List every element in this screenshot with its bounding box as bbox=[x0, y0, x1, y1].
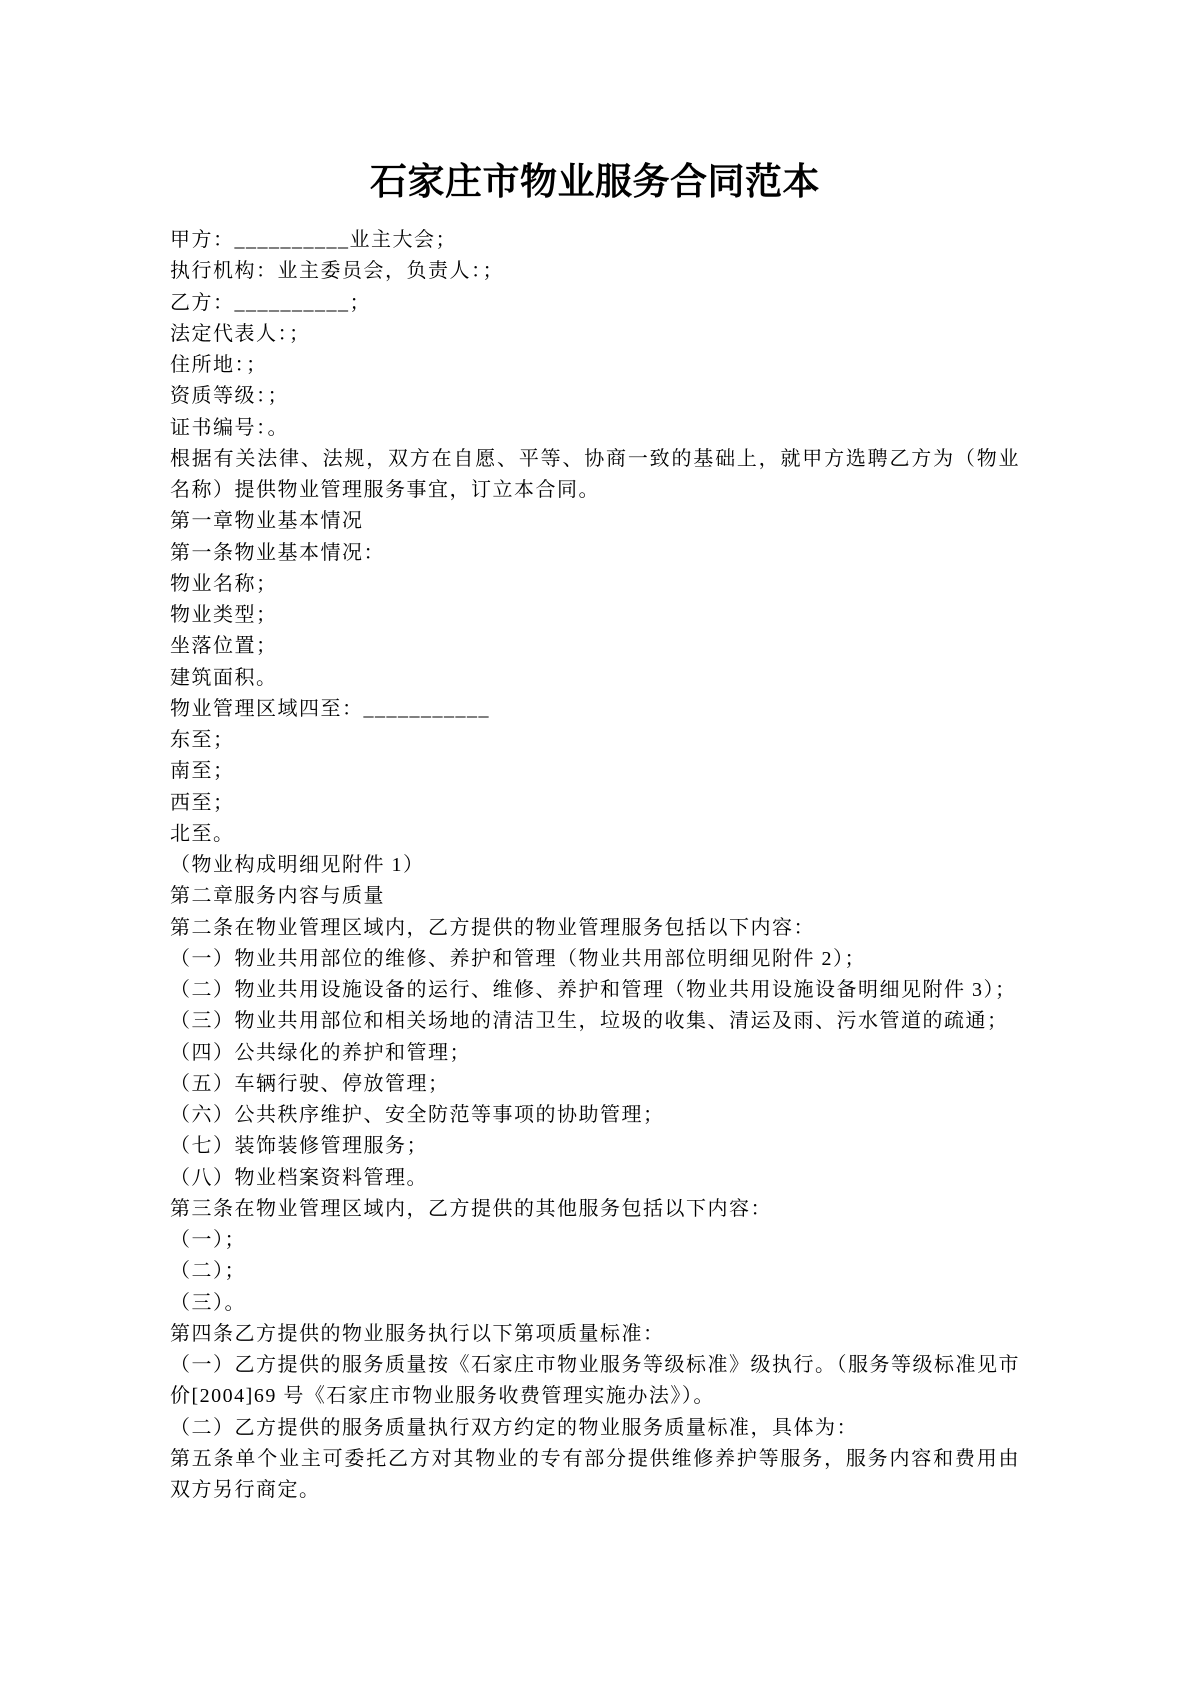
paragraph: （六）公共秩序维护、安全防范等事项的协助管理； bbox=[170, 1104, 665, 1126]
paragraph: 建筑面积。 bbox=[170, 666, 278, 689]
paragraph: （一）； bbox=[170, 1229, 246, 1251]
paragraph: （四）公共绿化的养护和管理； bbox=[170, 1041, 471, 1064]
paragraph: 第三条在物业管理区域内，乙方提供的其他服务包括以下内容： bbox=[170, 1197, 772, 1220]
paragraph: （三）。 bbox=[170, 1291, 246, 1314]
paragraph: 东至； bbox=[170, 729, 235, 751]
paragraph: 第五条单个业主可委托乙方对其物业的专有部分提供维修养护等服务，服务内容和费用由双方另行商定。 bbox=[170, 1447, 1020, 1501]
paragraph: （二）； bbox=[170, 1260, 246, 1283]
paragraph: 物业管理区域四至：___________ bbox=[170, 697, 490, 720]
paragraph: 物业类型； bbox=[170, 604, 278, 626]
paragraph: 执行机构：业主委员会，负责人：； bbox=[170, 260, 504, 283]
paragraph: （八）物业档案资料管理。 bbox=[170, 1166, 428, 1189]
paragraph: 第一章物业基本情况 bbox=[170, 510, 364, 533]
document-body bbox=[170, 225, 1020, 1506]
paragraph: 甲方：__________业主大会； bbox=[170, 229, 457, 251]
paragraph: 资质等级：； bbox=[170, 385, 289, 408]
paragraph: 物业名称； bbox=[170, 572, 278, 595]
paragraph: （物业构成明细见附件 1） bbox=[170, 854, 425, 876]
paragraph: 南至； bbox=[170, 760, 235, 783]
paragraph: 西至； bbox=[170, 791, 235, 814]
paragraph: 法定代表人：； bbox=[170, 322, 311, 345]
paragraph: 第二章服务内容与质量 bbox=[170, 885, 385, 908]
paragraph: （一）乙方提供的服务质量按《石家庄市物业服务等级标准》级执行。（服务等级标准见市价[2004]69 号《石家庄市物业服务收费管理实施办法》）。 bbox=[170, 1354, 1020, 1408]
document-title: 石家庄市物业服务合同范本 bbox=[370, 162, 820, 203]
paragraph: （三）物业共用部位和相关场地的清洁卫生，垃圾的收集、清运及雨、污水管道的疏通； bbox=[170, 1010, 1009, 1033]
paragraph: 住所地：； bbox=[170, 354, 268, 376]
paragraph: 乙方：__________； bbox=[170, 291, 371, 314]
paragraph: （一）物业共用部位的维修、养护和管理（物业共用部位明细见附件 2）； bbox=[170, 947, 866, 970]
paragraph: （七）装饰装修管理服务； bbox=[170, 1135, 428, 1158]
paragraph: （五）车辆行驶、停放管理； bbox=[170, 1072, 450, 1095]
paragraph: 第四条乙方提供的物业服务执行以下第项质量标准： bbox=[170, 1322, 665, 1345]
paragraph: 坐落位置； bbox=[170, 635, 278, 658]
paragraph: （二）物业共用设施设备的运行、维修、养护和管理（物业共用设施设备明细见附件 3）； bbox=[170, 979, 1017, 1001]
paragraph: 第一条物业基本情况： bbox=[170, 541, 385, 564]
paragraph: 根据有关法律、法规，双方在自愿、平等、协商一致的基础上，就甲方选聘乙方为（物业名称）提供物业管理服务事宜，订立本合同。 bbox=[170, 447, 1020, 501]
paragraph: 北至。 bbox=[170, 822, 235, 845]
paragraph: 第二条在物业管理区域内，乙方提供的物业管理服务包括以下内容： bbox=[170, 916, 815, 939]
paragraph: 证书编号：。 bbox=[170, 416, 289, 439]
paragraph: （二）乙方提供的服务质量执行双方约定的物业服务质量标准，具体为： bbox=[170, 1416, 858, 1439]
